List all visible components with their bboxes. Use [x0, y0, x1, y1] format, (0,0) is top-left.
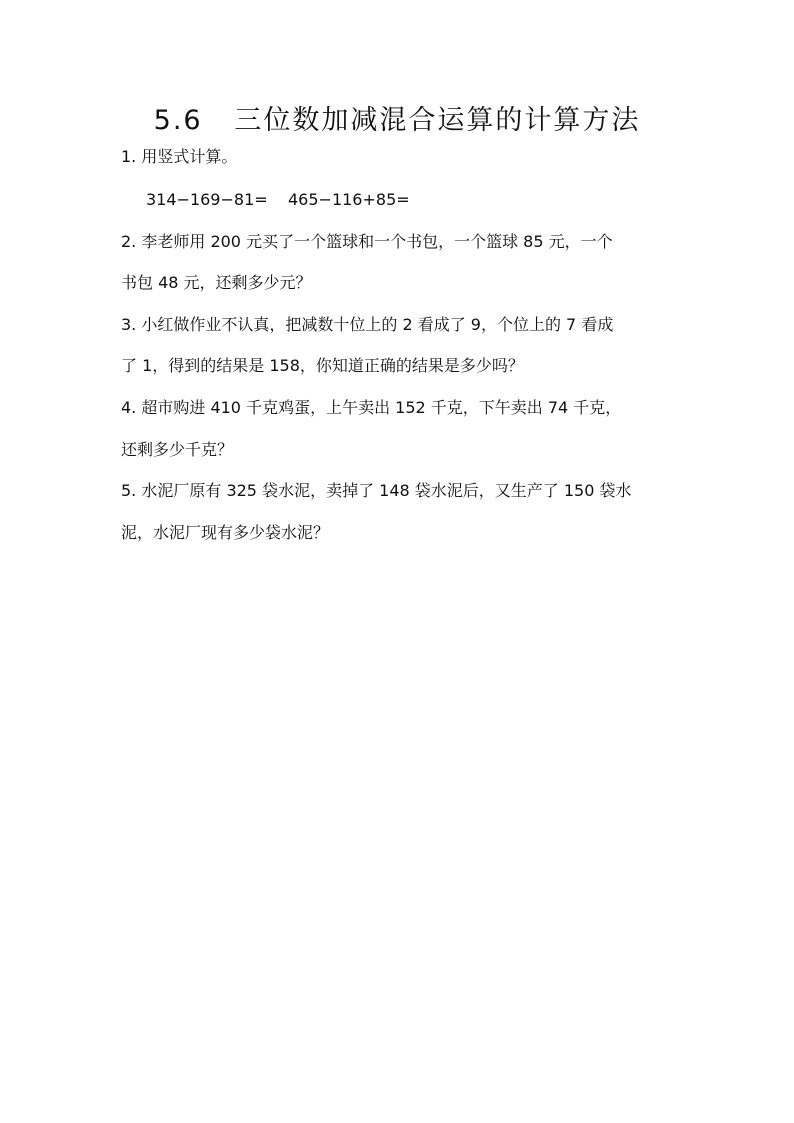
question-2-line-1: 2. 李老师用 200 元买了一个篮球和一个书包，一个篮球 85 元，一个	[121, 232, 613, 251]
question-3-line-2: 了 1，得到的结果是 158，你知道正确的结果是多少吗？	[121, 356, 524, 375]
question-5-line-1: 5. 水泥厂原有 325 袋水泥，卖掉了 148 袋水泥后，又生产了 150 袋水	[121, 481, 632, 500]
question-5-line-2: 泥，水泥厂现有多少袋水泥？	[121, 523, 330, 542]
question-1-heading: 1. 用竖式计算。	[121, 147, 238, 166]
question-4-line-2: 还剩多少千克？	[121, 440, 234, 459]
question-2-line-2: 书包 48 元，还剩多少元？	[121, 273, 312, 292]
question-3-line-1: 3. 小红做作业不认真，把减数十位上的 2 看成了 9，个位上的 7 看成	[121, 315, 614, 334]
question-4-line-1: 4. 超市购进 410 千克鸡蛋，上午卖出 152 千克，下午卖出 74 千克，	[121, 398, 622, 417]
question-1-expressions: 314−169−81= 465−116+85=	[146, 190, 410, 209]
page-title: 5.6 三位数加减混合运算的计算方法	[153, 105, 641, 136]
